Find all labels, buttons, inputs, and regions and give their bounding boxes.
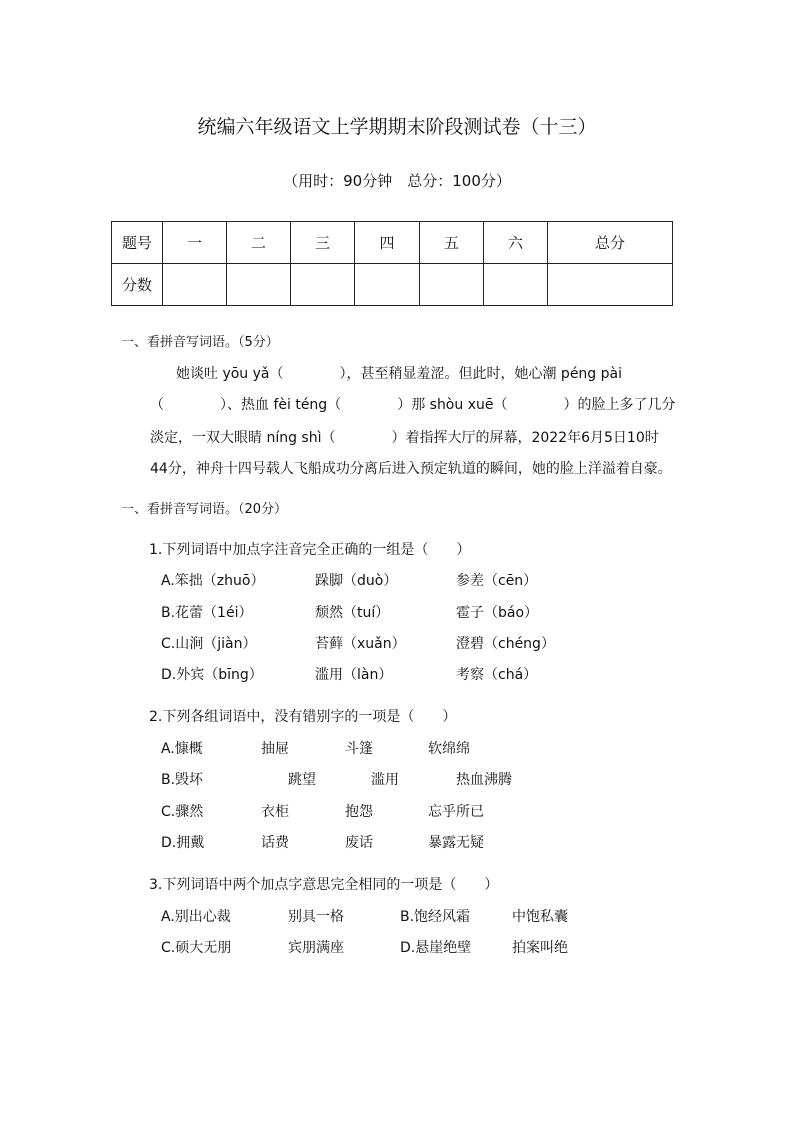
option-cell: 热血沸腾 — [456, 772, 512, 788]
option-cell: D.拥戴 — [161, 835, 205, 851]
score-table-header-row — [112, 222, 673, 264]
option-cell: 别具一格 — [288, 909, 344, 925]
passage-line: 淡定，一双大眼睛 níng shì（ ）着指挥大厅的屏幕，2022年6月5日10时 — [150, 430, 659, 446]
option-cell: 颓然（tuí） — [315, 605, 390, 621]
option-cell: 拍案叫绝 — [512, 940, 568, 956]
option-cell: 暴露无疑 — [428, 835, 484, 851]
option-cell: 跺脚（duò） — [315, 573, 398, 589]
passage-line: 她谈吐 yōu yǎ（ ），甚至稍显羞涩。但此时，她心潮 péng pài — [176, 366, 623, 382]
option-cell: A.慷概 — [161, 741, 203, 757]
header-cell: 五 — [420, 222, 484, 264]
option-cell: 参差（cēn） — [456, 573, 538, 589]
header-cell: 题号 — [112, 222, 163, 264]
option-cell: 滥用（làn） — [315, 667, 393, 683]
score-cell[interactable] — [420, 264, 484, 306]
score-cell[interactable] — [484, 264, 548, 306]
option-cell: 忘乎所已 — [428, 804, 484, 820]
option-cell: 滥用 — [371, 772, 399, 788]
score-cell[interactable] — [227, 264, 291, 306]
option-cell: B.花蕾（1éi） — [161, 605, 253, 621]
option-cell: 废话 — [345, 835, 373, 851]
option-cell: 雹子（báo） — [456, 605, 539, 621]
option-cell: 跳望 — [288, 772, 316, 788]
option-cell: 衣柜 — [261, 804, 289, 820]
option-cell: C.山涧（jiàn） — [161, 636, 257, 652]
score-cell[interactable] — [548, 264, 673, 306]
option-cell: 考察（chá） — [456, 667, 538, 683]
option-cell: 抽屉 — [261, 741, 289, 757]
section-1-heading: 一、看拼音写词语。（5分） — [121, 335, 279, 350]
score-cell[interactable] — [163, 264, 227, 306]
header-cell: 六 — [484, 222, 548, 264]
score-table — [111, 221, 673, 306]
header-cell: 一 — [163, 222, 227, 264]
question-2-stem: 2.下列各组词语中，没有错别字的一项是（ ） — [149, 709, 457, 725]
exam-info: （用时：90分钟 总分：100分） — [283, 172, 511, 190]
option-cell: A.别出心裁 — [161, 909, 231, 925]
option-cell: 抱怨 — [345, 804, 373, 820]
option-cell: 苔藓（xuǎn） — [315, 636, 406, 652]
section-2-heading: 一、看拼音写词语。（20分） — [121, 502, 288, 517]
option-cell: B.毁坏 — [161, 772, 204, 788]
option-cell: A.笨拙（zhuō） — [161, 573, 265, 589]
header-cell: 四 — [355, 222, 420, 264]
passage-line: （ ）、热血 fèi téng（ ）那 shòu xuē（ ）的脸上多了几分 — [150, 397, 676, 413]
passage-line: 44分，神舟十四号载人飞船成功分离后进入预定轨道的瞬间，她的脸上洋溢着自豪。 — [150, 461, 672, 477]
option-cell: 中饱私囊 — [512, 909, 568, 925]
option-cell: D.悬崖绝壁 — [400, 940, 472, 956]
score-cell[interactable] — [355, 264, 420, 306]
question-3-stem: 3.下列词语中两个加点字意思完全相同的一项是（ ） — [149, 877, 499, 893]
option-cell: 话费 — [261, 835, 289, 851]
page-title: 统编六年级语文上学期期末阶段测试卷（十三） — [197, 116, 597, 138]
option-cell: D.外宾（bīng） — [161, 667, 263, 683]
option-cell: B.饱经风霜 — [400, 909, 471, 925]
score-table-score-row — [112, 264, 673, 306]
option-cell: C.骤然 — [161, 804, 204, 820]
header-cell: 二 — [227, 222, 291, 264]
option-cell: 软绵绵 — [428, 741, 470, 757]
score-cell[interactable] — [291, 264, 355, 306]
row-label-cell: 分数 — [112, 264, 163, 306]
option-cell: 斗篷 — [345, 741, 373, 757]
option-cell: 宾朋满座 — [288, 940, 344, 956]
option-cell: 澄碧（chéng） — [456, 636, 555, 652]
question-1-stem: 1.下列词语中加点字注音完全正确的一组是（ ） — [149, 542, 471, 558]
header-cell: 总分 — [548, 222, 673, 264]
header-cell: 三 — [291, 222, 355, 264]
option-cell: C.硕大无朋 — [161, 940, 232, 956]
